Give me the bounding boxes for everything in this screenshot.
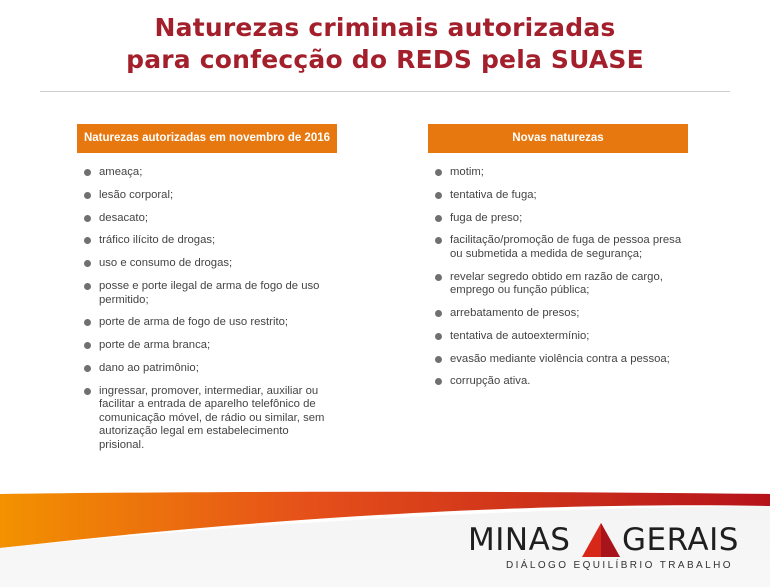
right-column-header: Novas naturezas bbox=[428, 124, 688, 153]
bullet-icon bbox=[84, 260, 91, 267]
logo-text-minas: MINAS bbox=[468, 522, 571, 558]
bullet-icon bbox=[435, 274, 442, 281]
list-item-text: porte de arma branca; bbox=[99, 339, 211, 352]
list-item bbox=[435, 307, 690, 321]
logo-text-gerais: GERAIS bbox=[622, 522, 739, 558]
list-item bbox=[435, 271, 690, 298]
list-item-text: dano ao patrimônio; bbox=[99, 361, 199, 374]
list-item bbox=[435, 330, 690, 344]
bullet-icon bbox=[435, 378, 442, 385]
list-item bbox=[435, 189, 690, 203]
list-item-text: revelar segredo obtido em razão de cargo, emprego ou função pública; bbox=[450, 270, 663, 297]
list-item bbox=[84, 362, 334, 376]
title-divider bbox=[40, 91, 730, 92]
list-item bbox=[84, 316, 334, 330]
bullet-icon bbox=[435, 237, 442, 244]
bullet-icon bbox=[84, 388, 91, 395]
page-title bbox=[0, 12, 770, 76]
list-item-text: tentativa de fuga; bbox=[450, 188, 537, 201]
left-column-list bbox=[84, 166, 334, 462]
title-line-2: para confecção do REDS pela SUASE bbox=[126, 45, 644, 74]
list-item-text: fuga de preso; bbox=[450, 211, 523, 224]
list-item bbox=[435, 212, 690, 226]
list-item-text: ingressar, promover, intermediar, auxiliar ou facilitar a entrada de aparelho telefônico de comunicação móvel, de rádio ou similar, sem autorização legal em estabelecimento prisional. bbox=[99, 384, 325, 451]
list-item-text: tentativa de autoextermínio; bbox=[450, 329, 590, 342]
list-item bbox=[435, 353, 690, 367]
list-item-text: corrupção ativa. bbox=[450, 375, 531, 388]
bullet-icon bbox=[435, 169, 442, 176]
list-item-text: ameaça; bbox=[99, 166, 143, 178]
bullet-icon bbox=[84, 319, 91, 326]
list-item-text: uso e consumo de drogas; bbox=[99, 257, 233, 270]
list-item bbox=[435, 234, 690, 261]
bullet-icon bbox=[435, 310, 442, 317]
list-item-text: arrebatamento de presos; bbox=[450, 307, 580, 320]
bullet-icon bbox=[84, 192, 91, 199]
bullet-icon bbox=[435, 215, 442, 222]
triangle-icon bbox=[582, 523, 620, 557]
bullet-icon bbox=[435, 192, 442, 199]
list-item bbox=[435, 375, 690, 389]
bullet-icon bbox=[435, 333, 442, 340]
bullet-icon bbox=[84, 342, 91, 349]
bullet-icon bbox=[435, 356, 442, 363]
title-line-1: Naturezas criminais autorizadas bbox=[154, 13, 616, 42]
list-item bbox=[84, 280, 334, 307]
list-item bbox=[84, 212, 334, 226]
bullet-icon bbox=[84, 169, 91, 176]
list-item bbox=[84, 166, 334, 180]
bullet-icon bbox=[84, 215, 91, 222]
left-column-header: Naturezas autorizadas em novembro de 2016 bbox=[77, 124, 337, 153]
list-item bbox=[84, 234, 334, 248]
list-item-text: lesão corporal; bbox=[99, 188, 174, 201]
logo-tagline: DIÁLOGO EQUILÍBRIO TRABALHO bbox=[506, 560, 733, 571]
list-item bbox=[84, 339, 334, 353]
list-item bbox=[84, 257, 334, 271]
list-item bbox=[435, 166, 690, 180]
minas-gerais-logo bbox=[468, 520, 740, 580]
list-item-text: tráfico ilícito de drogas; bbox=[99, 234, 216, 247]
bullet-icon bbox=[84, 237, 91, 244]
list-item-text: porte de arma de fogo de uso restrito; bbox=[99, 316, 289, 329]
right-column-list bbox=[435, 166, 690, 398]
bullet-icon bbox=[84, 365, 91, 372]
list-item-text: evasão mediante violência contra a pessoa; bbox=[450, 352, 670, 365]
list-item bbox=[84, 189, 334, 203]
list-item bbox=[84, 385, 334, 453]
list-item-text: facilitação/promoção de fuga de pessoa presa ou submetida a medida de segurança; bbox=[450, 234, 682, 260]
list-item-text: posse e porte ilegal de arma de fogo de uso permitido; bbox=[99, 279, 320, 306]
bullet-icon bbox=[84, 283, 91, 290]
list-item-text: desacato; bbox=[99, 211, 148, 224]
list-item-text: motim; bbox=[450, 166, 484, 178]
